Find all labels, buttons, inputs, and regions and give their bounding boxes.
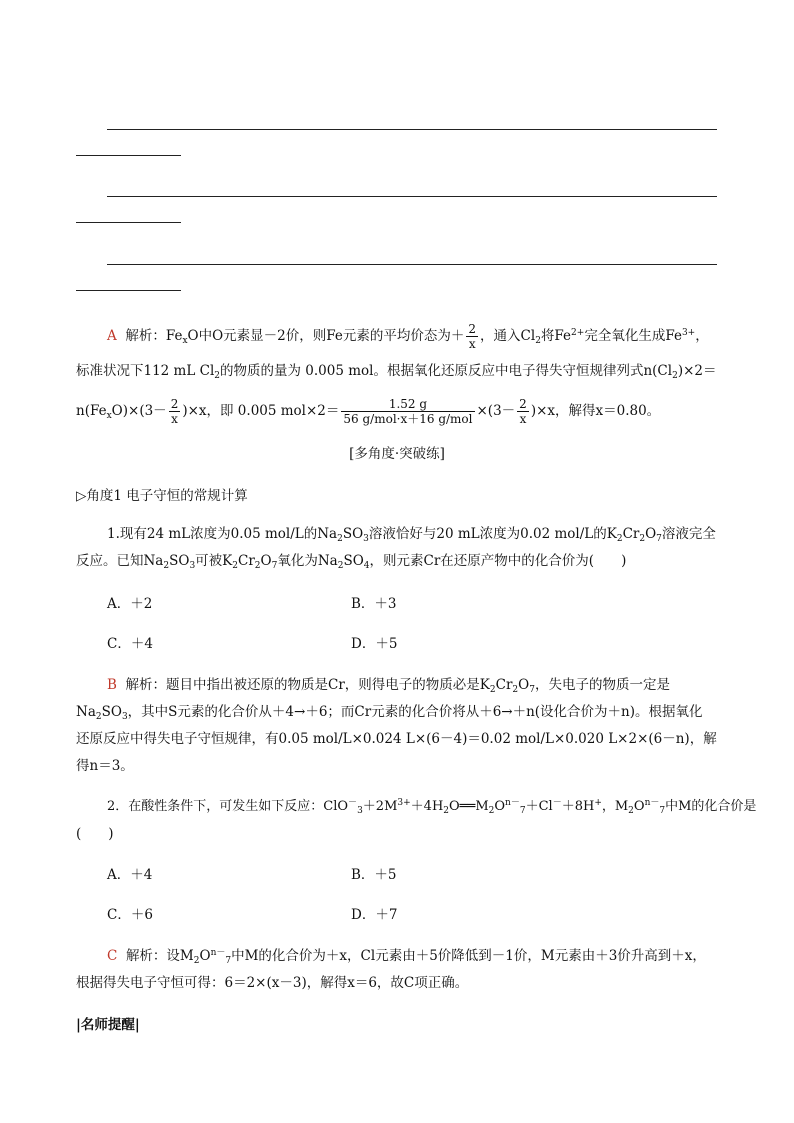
answer-letter: B [107, 677, 117, 693]
solution-b-line-1: B 解析：题目中指出被还原的物质是Cr，则得电子的物质必是$K_2Cr_2O_7$，失电子的物质一定是 [107, 677, 670, 695]
q2-option-a: A．＋4 [107, 867, 153, 883]
answer-line-2 [107, 196, 717, 197]
solution-a-line-2: 标准状况下112 mL $Cl_2$的物质的量为 0.005 mol。根据氧化还原反应中电子得失守恒规律列式$n(Cl_2)\times 2=$ [76, 363, 717, 381]
answer-line-3-tail [76, 290, 181, 291]
section-title: [多角度·突破练] [349, 446, 445, 462]
fraction: $\frac{2}{x}$ [170, 397, 179, 426]
tip-heading: |名师提醒| [76, 1017, 140, 1033]
fraction: $\frac{2}{x}$ [519, 397, 527, 426]
answer-letter: C [107, 948, 118, 964]
answer-line-2-tail [76, 222, 181, 223]
solution-b-line-3: 还原反应中得失电子守恒规律，有0.05 mol/L×0.024 L×(6－4)＝0.02 mol/L×0.020 L×2×(6－n)，解 [76, 731, 717, 747]
solution-c-line-1: C 解析：设$M_2O^{n-}_7$中M的化合价为＋x，Cl元素由＋5价降低到－1价，M元素由＋3价升高到＋x， [107, 948, 706, 966]
answer-line-1 [107, 129, 717, 130]
solution-a-line-1: A 解析：$Fe_xO$中O元素显－2价，则Fe元素的平均价态为＋ $\frac{2}{x}$ ，通入$Cl_2$将$Fe^{2+}$完全氧化生成$Fe^{3+}$， [107, 322, 709, 351]
angle-heading: ▷角度1 电子守恒的常规计算 [76, 488, 248, 504]
q1-option-c: C．＋4 [107, 636, 153, 652]
q2-option-d: D．＋7 [351, 907, 398, 923]
solution-b-line-4: 得n＝3。 [76, 758, 134, 774]
q1-option-b: B．＋3 [351, 596, 397, 612]
answer-line-1-tail [76, 155, 181, 156]
q1-line-1: 1.现有24 mL浓度为0.05 mol/L的$Na_2SO_3$溶液恰好与20 mL浓度为0.02 mol/L的$K_2Cr_2O_7$溶液完全 [107, 526, 716, 544]
answer-letter: A [107, 328, 117, 344]
q2-option-c: C．＋6 [107, 907, 153, 923]
q1-option-a: A．＋2 [107, 596, 153, 612]
solution-a-line-3: $n(Fe_xO)\times(3-$ $\frac{2}{x}$ )×x，即 0.005 mol×2＝ $\frac{1.52 g}{\text{56 g/mol·x＋16 g/mol}}$ ×(3－ $\frac{2}{x}$ )×x，解得x＝0.80。 [76, 397, 661, 426]
solution-b-line-2: $Na_2SO_3$，其中S元素的化合价从＋4→＋6；而Cr元素的化合价将从＋6→＋n(设化合价为＋n)。根据氧化 [76, 704, 703, 722]
q1-line-2: 反应。已知$Na_2SO_3$可被$K_2Cr_2O_7$氧化为$Na_2SO_4$，则元素Cr在还原产物中的化合价为( ) [76, 553, 627, 571]
fraction: $\frac{1.52 g}{\text{56 g/mol·x＋16 g/mol}}$ [343, 397, 473, 426]
fraction: $\frac{2}{x}$ [468, 322, 477, 351]
q2-line-2: ( ) [76, 826, 114, 842]
solution-c-line-2: 根据得失电子守恒可得：6＝2×(x－3)，解得x＝6，故C项正确。 [76, 975, 469, 991]
q2-option-b: B．＋5 [351, 867, 397, 883]
answer-line-3 [107, 264, 717, 265]
q1-option-d: D．＋5 [351, 636, 398, 652]
q2-line-1: 2．在酸性条件下，可发生如下反应：$ClO^-_3+2M^{3+}+4H_2O══M_2O^{n-}_7+Cl^-+8H^+$，$M_2O^{n-}_7$中M的化合价是 [107, 798, 757, 816]
